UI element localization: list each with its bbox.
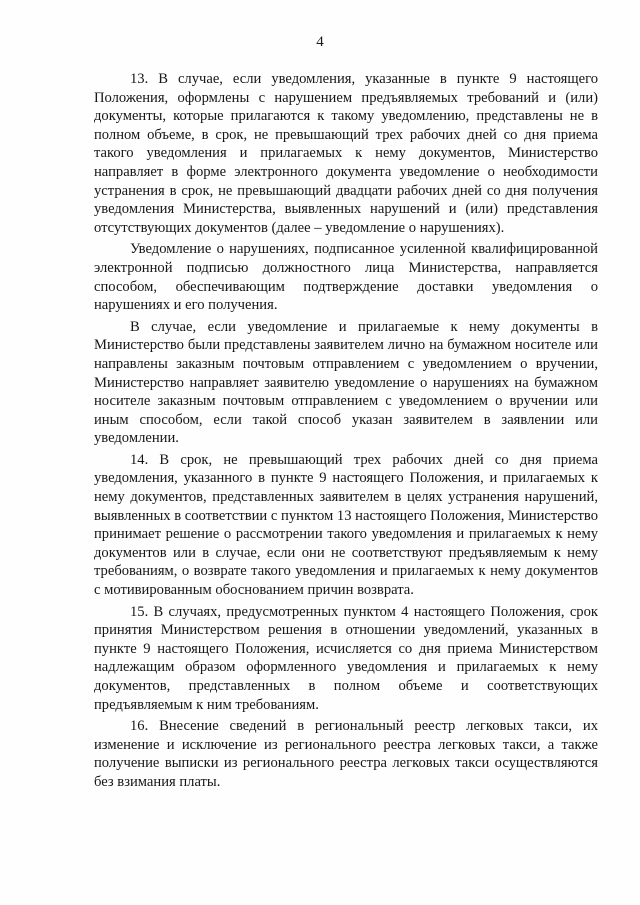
paragraph-notice-signature: Уведомление о нарушениях, подписанное усиленной квалифицированной электронной подписью должностного лица Министерства, направляется способом, обеспечивающим подтверждение доставки уведомления о нарушениях и его получения. [94,241,598,314]
page-number: 4 [316,34,324,50]
paragraph-16: 16. Внесение сведений в региональный реестр легковых такси, их изменение и исключение из регионального реестра легковых такси, а также получение выписки из регионального реестра легковых такси осуществляются без взимания платы. [94,718,598,790]
paragraph-13: 13. В случае, если уведомления, указанные в пункте 9 настоящего Положения, оформлены с нарушением предъявляемых требований и (или) документы, которые прилагаются к такому уведомлению, представлены не в полном объеме, в срок, не превышающий трех рабочих дней со дня приема такого уведомления и прилагаемых к нему документов, Министерство направляет в форме электронного документа уведомление о необходимости устранения в срок, не превышающий двадцати рабочих дней со дня получения уведомления Министерства, выявленных нарушений и (или) представления отсутствующих документов (далее – уведомление о нарушениях). [94,71,598,236]
document-body [94,70,598,795]
paragraph-14: 14. В срок, не превышающий трех рабочих дней со дня приема уведомления, указанного в пункте 9 настоящего Положения, и прилагаемых к нему документов, представленных заявителем в целях устранения нарушений, выявленных в соответствии с пунктом 13 настоящего Положения, Министерство принимает решение о рассмотрении такого уведомления и прилагаемых к нему документов или в случае, если они не соответствуют предъявляемым к нему требованиям, о возврате такого уведомления и прилагаемых к нему документов с мотивированным обоснованием причин возврата. [94,451,598,599]
paragraph-paper-delivery: В случае, если уведомление и прилагаемые к нему документы в Министерство были представлены заявителем лично на бумажном носителе или направлены заказным почтовым отправлением с уведомлением о вручении, Министерство направляет заявителю уведомление о нарушениях на бумажном носителе заказным почтовым отправлением с уведомлением о вручении или иным способом, если такой способ указан заявителем в заявлении или уведомлении. [94,318,598,447]
paragraph-15: 15. В случаях, предусмотренных пунктом 4 настоящего Положения, срок принятия Министерством решения в отношении уведомлений, указанных в пункте 9 настоящего Положения, исчисляется со дня приема Министерством надлежащим образом оформленного уведомления и прилагаемых к нему документов, представленных в полном объеме и соответствующих предъявляемым к ним требованиям. [94,603,598,713]
